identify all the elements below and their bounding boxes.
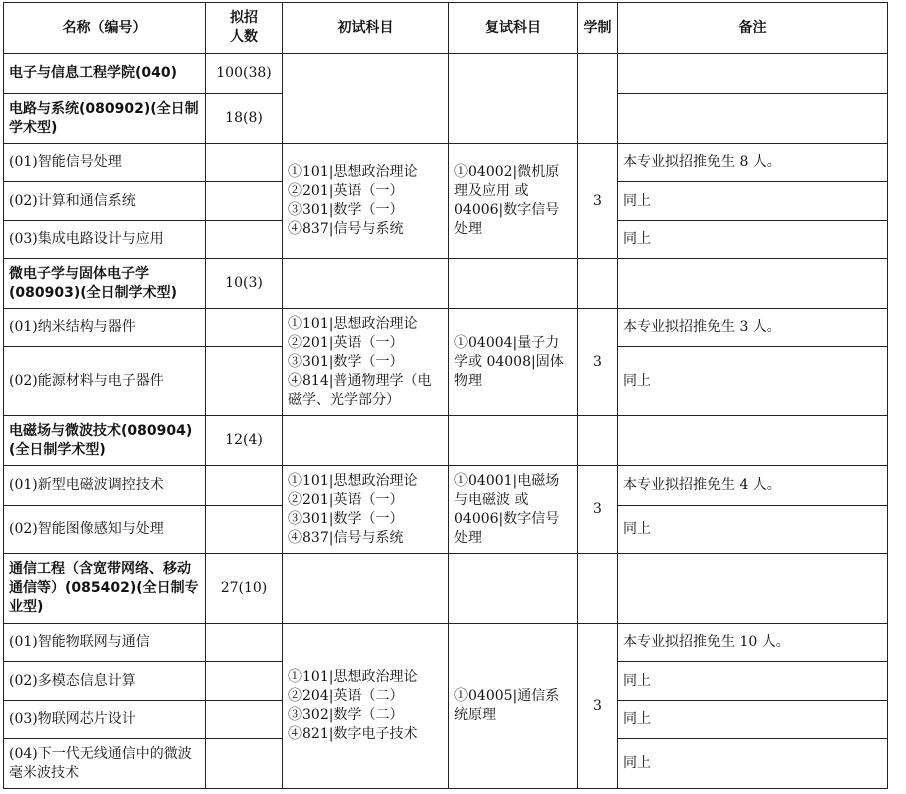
college-years-empty bbox=[578, 54, 618, 144]
direction-name: (01)智能信号处理 bbox=[4, 144, 206, 182]
major-exam1-empty bbox=[283, 259, 449, 309]
major-quota: 10(3) bbox=[206, 259, 283, 309]
direction-row bbox=[4, 144, 888, 182]
major-exam1-empty bbox=[283, 416, 449, 466]
direction-quota-empty bbox=[206, 309, 283, 347]
major-years-empty bbox=[578, 554, 618, 624]
direction-quota-empty bbox=[206, 182, 283, 221]
direction-quota-empty bbox=[206, 739, 283, 789]
years-value: 3 bbox=[578, 466, 618, 554]
major-exam2-empty bbox=[449, 259, 578, 309]
direction-remark: 本专业拟招推免生 4 人。 bbox=[618, 466, 888, 506]
direction-quota-empty bbox=[206, 506, 283, 554]
exam1-subjects: ①101|思想政治理论 ②201|英语（一） ③301|数学（一） ④837|信号与系统 bbox=[283, 144, 449, 259]
major-row bbox=[4, 416, 888, 466]
major-exam2-empty bbox=[449, 554, 578, 624]
direction-name: (04)下一代无线通信中的微波毫米波技术 bbox=[4, 739, 206, 789]
major-exam2-empty bbox=[449, 416, 578, 466]
direction-quota-empty bbox=[206, 144, 283, 182]
header-quota: 拟招 人数 bbox=[206, 3, 283, 54]
major-remark-empty bbox=[618, 259, 888, 309]
college-exam1-empty bbox=[283, 54, 449, 144]
header-exam2: 复试科目 bbox=[449, 3, 578, 54]
major-name: 微电子学与固体电子学(080903)(全日制学术型) bbox=[4, 259, 206, 309]
header-row bbox=[4, 3, 888, 54]
college-remark-empty bbox=[618, 54, 888, 94]
direction-remark: 本专业拟招推免生 10 人。 bbox=[618, 624, 888, 662]
direction-row bbox=[4, 309, 888, 347]
years-value: 3 bbox=[578, 309, 618, 416]
header-years: 学制 bbox=[578, 3, 618, 54]
header-name: 名称（编号） bbox=[4, 3, 206, 54]
direction-remark: 同上 bbox=[618, 347, 888, 416]
major-exam1-empty bbox=[283, 554, 449, 624]
direction-name: (03)集成电路设计与应用 bbox=[4, 221, 206, 259]
direction-name: (01)新型电磁波调控技术 bbox=[4, 466, 206, 506]
direction-quota-empty bbox=[206, 347, 283, 416]
exam2-subjects: ①04004|量子力学或 04008|固体物理 bbox=[449, 309, 578, 416]
exam2-subjects: ①04001|电磁场与电磁波 或 04006|数字信号处理 bbox=[449, 466, 578, 554]
major-quota: 18(8) bbox=[206, 94, 283, 144]
major-name: 通信工程（含宽带网络、移动通信等）(085402)(全日制专业型) bbox=[4, 554, 206, 624]
major-row bbox=[4, 554, 888, 624]
direction-quota-empty bbox=[206, 701, 283, 739]
direction-remark: 同上 bbox=[618, 701, 888, 739]
exam2-subjects: ①04005|通信系统原理 bbox=[449, 624, 578, 789]
major-years-empty bbox=[578, 416, 618, 466]
direction-row bbox=[4, 624, 888, 662]
direction-remark: 同上 bbox=[618, 739, 888, 789]
major-row bbox=[4, 259, 888, 309]
major-years-empty bbox=[578, 259, 618, 309]
direction-remark: 同上 bbox=[618, 221, 888, 259]
direction-remark: 同上 bbox=[618, 506, 888, 554]
direction-quota-empty bbox=[206, 221, 283, 259]
college-name: 电子与信息工程学院(040) bbox=[4, 54, 206, 94]
exam1-subjects: ①101|思想政治理论 ②201|英语（一） ③301|数学（一） ④814|普通物理学（电磁学、光学部分） bbox=[283, 309, 449, 416]
header-remarks: 备注 bbox=[618, 3, 888, 54]
college-row bbox=[4, 54, 888, 94]
direction-name: (03)物联网芯片设计 bbox=[4, 701, 206, 739]
college-exam2-empty bbox=[449, 54, 578, 144]
direction-remark: 同上 bbox=[618, 182, 888, 221]
major-remark-empty bbox=[618, 94, 888, 144]
exam2-subjects: ①04002|微机原理及应用 或 04006|数字信号处理 bbox=[449, 144, 578, 259]
years-value: 3 bbox=[578, 144, 618, 259]
direction-name: (02)多模态信息计算 bbox=[4, 662, 206, 701]
direction-name: (01)智能物联网与通信 bbox=[4, 624, 206, 662]
major-remark-empty bbox=[618, 554, 888, 624]
major-quota: 12(4) bbox=[206, 416, 283, 466]
exam1-subjects: ①101|思想政治理论 ②201|英语（一） ③301|数学（一） ④837|信号与系统 bbox=[283, 466, 449, 554]
years-value: 3 bbox=[578, 624, 618, 789]
direction-quota-empty bbox=[206, 466, 283, 506]
direction-row bbox=[4, 466, 888, 506]
direction-remark: 本专业拟招推免生 3 人。 bbox=[618, 309, 888, 347]
major-name: 电路与系统(080902)(全日制学术型) bbox=[4, 94, 206, 144]
major-quota: 27(10) bbox=[206, 554, 283, 624]
direction-quota-empty bbox=[206, 624, 283, 662]
direction-quota-empty bbox=[206, 662, 283, 701]
direction-remark: 同上 bbox=[618, 662, 888, 701]
direction-name: (02)计算和通信系统 bbox=[4, 182, 206, 221]
major-remark-empty bbox=[618, 416, 888, 466]
enrollment-table bbox=[3, 2, 888, 789]
header-exam1: 初试科目 bbox=[283, 3, 449, 54]
exam1-subjects: ①101|思想政治理论 ②204|英语（二） ③302|数学（二） ④821|数字电子技术 bbox=[283, 624, 449, 789]
direction-remark: 本专业拟招推免生 8 人。 bbox=[618, 144, 888, 182]
major-name: 电磁场与微波技术(080904)(全日制学术型) bbox=[4, 416, 206, 466]
direction-name: (02)智能图像感知与处理 bbox=[4, 506, 206, 554]
direction-name: (01)纳米结构与器件 bbox=[4, 309, 206, 347]
direction-name: (02)能源材料与电子器件 bbox=[4, 347, 206, 416]
college-quota: 100(38) bbox=[206, 54, 283, 94]
